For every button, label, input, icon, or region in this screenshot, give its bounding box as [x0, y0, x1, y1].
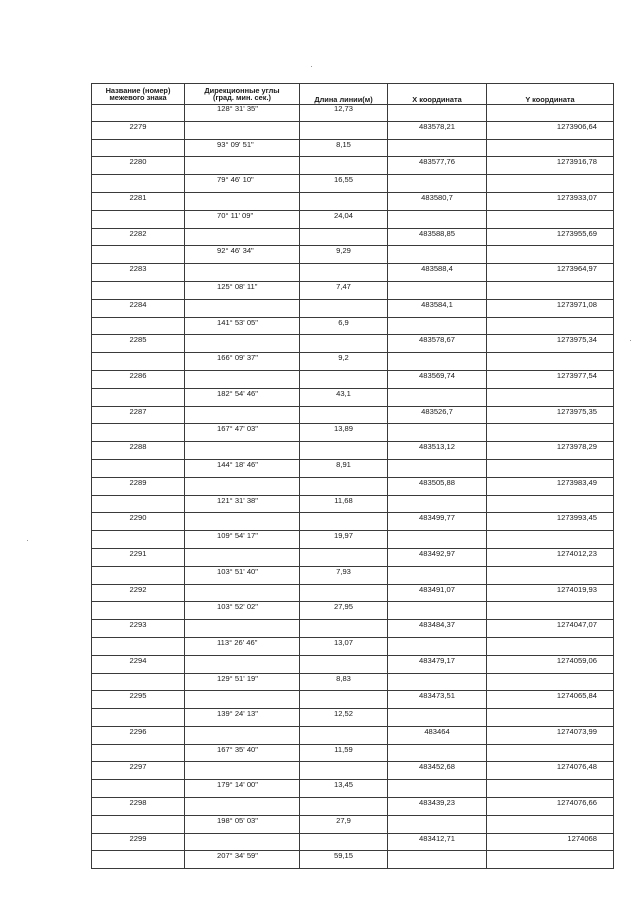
- mark-number-cell: 2284: [92, 299, 185, 317]
- table-row: [92, 691, 614, 709]
- empty-cell: [300, 655, 388, 673]
- empty-cell: [185, 442, 300, 460]
- x-coordinate-cell: 483577,76: [388, 157, 487, 175]
- empty-cell: [388, 281, 487, 299]
- x-coordinate-cell: 483588,4: [388, 264, 487, 282]
- empty-cell: [388, 815, 487, 833]
- mark-number-cell: 2291: [92, 548, 185, 566]
- empty-cell: [487, 602, 614, 620]
- y-coordinate-cell: 1273971,08: [487, 299, 614, 317]
- y-coordinate-cell: 1274076,48: [487, 762, 614, 780]
- mark-number-cell: 2292: [92, 584, 185, 602]
- empty-cell: [487, 851, 614, 869]
- line-row: [92, 780, 614, 798]
- empty-cell: [388, 637, 487, 655]
- table-row: [92, 655, 614, 673]
- empty-cell: [487, 281, 614, 299]
- y-coordinate-cell: 1274047,07: [487, 620, 614, 638]
- y-coordinate-cell: 1273977,54: [487, 370, 614, 388]
- empty-cell: [300, 370, 388, 388]
- line-row: [92, 459, 614, 477]
- empty-cell: [92, 815, 185, 833]
- empty-cell: [388, 673, 487, 691]
- empty-cell: [300, 121, 388, 139]
- line-length-cell: 8,83: [300, 673, 388, 691]
- empty-cell: [388, 709, 487, 727]
- table-row: [92, 335, 614, 353]
- direction-angle-cell: 144° 18' 46": [185, 459, 300, 477]
- empty-cell: [487, 637, 614, 655]
- mark-number-cell: 2289: [92, 477, 185, 495]
- x-coordinate-cell: 483499,77: [388, 513, 487, 531]
- empty-cell: [388, 388, 487, 406]
- empty-cell: [300, 157, 388, 175]
- empty-cell: [92, 317, 185, 335]
- empty-cell: [185, 762, 300, 780]
- empty-cell: [300, 299, 388, 317]
- line-length-cell: 13,45: [300, 780, 388, 798]
- direction-angle-cell: 113° 26' 46": [185, 637, 300, 655]
- line-row: [92, 388, 614, 406]
- line-row: [92, 673, 614, 691]
- line-length-cell: 11,68: [300, 495, 388, 513]
- empty-cell: [300, 264, 388, 282]
- header-direction-angle-line1: Дирекционные углы: [204, 85, 280, 95]
- table-row: [92, 121, 614, 139]
- mark-number-cell: 2293: [92, 620, 185, 638]
- empty-cell: [300, 442, 388, 460]
- x-coordinate-cell: 483479,17: [388, 655, 487, 673]
- empty-cell: [388, 531, 487, 549]
- line-length-cell: 9,29: [300, 246, 388, 264]
- y-coordinate-cell: 1273983,49: [487, 477, 614, 495]
- x-coordinate-cell: 483473,51: [388, 691, 487, 709]
- direction-angle-cell: 182° 54' 46": [185, 388, 300, 406]
- direction-angle-cell: 179° 14' 00": [185, 780, 300, 798]
- empty-cell: [300, 513, 388, 531]
- line-length-cell: 7,93: [300, 566, 388, 584]
- line-length-cell: 8,15: [300, 139, 388, 157]
- header-direction-angle-line2: (град. мин. сек.): [213, 93, 271, 102]
- empty-cell: [487, 531, 614, 549]
- empty-cell: [185, 335, 300, 353]
- mark-number-cell: 2285: [92, 335, 185, 353]
- y-coordinate-cell: 1273993,45: [487, 513, 614, 531]
- empty-cell: [300, 192, 388, 210]
- empty-cell: [300, 762, 388, 780]
- line-length-cell: 27,9: [300, 815, 388, 833]
- empty-cell: [388, 851, 487, 869]
- table-row: [92, 157, 614, 175]
- direction-angle-cell: 198° 05' 03": [185, 815, 300, 833]
- empty-cell: [300, 335, 388, 353]
- mark-number-cell: 2295: [92, 691, 185, 709]
- table-row: [92, 192, 614, 210]
- header-x-coordinate: X координата: [388, 84, 487, 105]
- empty-cell: [487, 388, 614, 406]
- y-coordinate-cell: 1273975,34: [487, 335, 614, 353]
- y-coordinate-cell: 1273964,97: [487, 264, 614, 282]
- line-length-cell: 9,2: [300, 353, 388, 371]
- y-coordinate-cell: 1274065,84: [487, 691, 614, 709]
- empty-cell: [300, 798, 388, 816]
- empty-cell: [388, 459, 487, 477]
- direction-angle-cell: 103° 52' 02": [185, 602, 300, 620]
- line-row: [92, 495, 614, 513]
- table-row: [92, 798, 614, 816]
- table-row: [92, 228, 614, 246]
- x-coordinate-cell: 483526,7: [388, 406, 487, 424]
- empty-cell: [185, 121, 300, 139]
- empty-cell: [300, 726, 388, 744]
- line-row: [92, 281, 614, 299]
- empty-cell: [185, 228, 300, 246]
- empty-cell: [185, 192, 300, 210]
- table-row: [92, 406, 614, 424]
- empty-cell: [388, 246, 487, 264]
- table-row: [92, 833, 614, 851]
- empty-cell: [185, 584, 300, 602]
- empty-cell: [487, 673, 614, 691]
- direction-angle-cell: 125° 08' 11": [185, 281, 300, 299]
- empty-cell: [92, 246, 185, 264]
- empty-cell: [388, 139, 487, 157]
- empty-cell: [487, 780, 614, 798]
- empty-cell: [92, 851, 185, 869]
- table-row: [92, 620, 614, 638]
- empty-cell: [487, 353, 614, 371]
- empty-cell: [487, 317, 614, 335]
- y-coordinate-cell: 1273933,07: [487, 192, 614, 210]
- empty-cell: [185, 477, 300, 495]
- direction-angle-cell: 92° 46' 34": [185, 246, 300, 264]
- mark-number-cell: 2297: [92, 762, 185, 780]
- x-coordinate-cell: 483412,71: [388, 833, 487, 851]
- y-coordinate-cell: 1274012,23: [487, 548, 614, 566]
- empty-cell: [185, 726, 300, 744]
- y-coordinate-cell: 1273916,78: [487, 157, 614, 175]
- line-row: [92, 637, 614, 655]
- empty-cell: [92, 210, 185, 228]
- line-row: [92, 317, 614, 335]
- line-row: [92, 744, 614, 762]
- empty-cell: [300, 548, 388, 566]
- empty-cell: [388, 495, 487, 513]
- empty-cell: [185, 833, 300, 851]
- line-row: [92, 566, 614, 584]
- table-row: [92, 513, 614, 531]
- table-row: [92, 477, 614, 495]
- empty-cell: [92, 673, 185, 691]
- empty-cell: [92, 388, 185, 406]
- table-body: [92, 105, 614, 869]
- mark-number-cell: 2298: [92, 798, 185, 816]
- line-length-cell: 13,89: [300, 424, 388, 442]
- scan-speck: [27, 540, 28, 541]
- line-length-cell: 43,1: [300, 388, 388, 406]
- mark-number-cell: 2280: [92, 157, 185, 175]
- direction-angle-cell: 93° 09' 51": [185, 139, 300, 157]
- empty-cell: [92, 175, 185, 193]
- header-y-coordinate: Y координата: [487, 84, 614, 105]
- empty-cell: [92, 459, 185, 477]
- y-coordinate-cell: 1273955,69: [487, 228, 614, 246]
- scan-speck: [630, 340, 631, 341]
- x-coordinate-cell: 483569,74: [388, 370, 487, 388]
- empty-cell: [300, 620, 388, 638]
- empty-cell: [185, 548, 300, 566]
- table-row: [92, 264, 614, 282]
- y-coordinate-cell: 1274073,99: [487, 726, 614, 744]
- line-row: [92, 709, 614, 727]
- mark-number-cell: 2279: [92, 121, 185, 139]
- header-mark-name-line2: межевого знака: [109, 93, 167, 102]
- empty-cell: [92, 566, 185, 584]
- direction-angle-cell: 129° 51' 19": [185, 673, 300, 691]
- empty-cell: [92, 780, 185, 798]
- x-coordinate-cell: 483439,23: [388, 798, 487, 816]
- empty-cell: [185, 655, 300, 673]
- empty-cell: [487, 744, 614, 762]
- line-length-cell: 6,9: [300, 317, 388, 335]
- line-length-cell: 59,15: [300, 851, 388, 869]
- direction-angle-cell: 166° 09' 37": [185, 353, 300, 371]
- empty-cell: [487, 815, 614, 833]
- empty-cell: [92, 139, 185, 157]
- direction-angle-cell: 167° 35' 40": [185, 744, 300, 762]
- direction-angle-cell: 207° 34' 59": [185, 851, 300, 869]
- y-coordinate-cell: 1274019,93: [487, 584, 614, 602]
- direction-angle-cell: 121° 31' 38": [185, 495, 300, 513]
- y-coordinate-cell: 1273978,29: [487, 442, 614, 460]
- table-row: [92, 299, 614, 317]
- empty-cell: [92, 637, 185, 655]
- line-row: [92, 210, 614, 228]
- line-length-cell: 8,91: [300, 459, 388, 477]
- empty-cell: [388, 602, 487, 620]
- table-row: [92, 762, 614, 780]
- y-coordinate-cell: 1273906,64: [487, 121, 614, 139]
- line-row: [92, 815, 614, 833]
- empty-cell: [300, 691, 388, 709]
- line-length-cell: 12,52: [300, 709, 388, 727]
- y-coordinate-cell: 1274068: [487, 833, 614, 851]
- header-line-length: Длина линии(м): [300, 84, 388, 105]
- header-mark-name-line1: Название (номер): [105, 85, 171, 95]
- x-coordinate-cell: 483513,12: [388, 442, 487, 460]
- empty-cell: [185, 691, 300, 709]
- empty-cell: [185, 370, 300, 388]
- x-coordinate-cell: 483588,85: [388, 228, 487, 246]
- empty-cell: [487, 175, 614, 193]
- empty-cell: [487, 495, 614, 513]
- line-length-cell: 16,55: [300, 175, 388, 193]
- header-mark-name: [92, 84, 185, 105]
- line-length-cell: 24,04: [300, 210, 388, 228]
- line-row: [92, 531, 614, 549]
- x-coordinate-cell: 483491,07: [388, 584, 487, 602]
- direction-angle-cell: 109° 54' 17": [185, 531, 300, 549]
- header-direction-angle: [185, 84, 300, 105]
- line-length-cell: 13,07: [300, 637, 388, 655]
- table-row: [92, 726, 614, 744]
- boundary-marks-table: [91, 83, 614, 869]
- empty-cell: [487, 139, 614, 157]
- empty-cell: [388, 105, 487, 122]
- mark-number-cell: 2287: [92, 406, 185, 424]
- direction-angle-cell: 128° 31' 35": [185, 105, 300, 122]
- x-coordinate-cell: 483452,68: [388, 762, 487, 780]
- empty-cell: [388, 210, 487, 228]
- empty-cell: [487, 709, 614, 727]
- empty-cell: [388, 780, 487, 798]
- empty-cell: [185, 798, 300, 816]
- empty-cell: [388, 353, 487, 371]
- empty-cell: [487, 246, 614, 264]
- empty-cell: [185, 406, 300, 424]
- mark-number-cell: 2283: [92, 264, 185, 282]
- direction-angle-cell: 139° 24' 13": [185, 709, 300, 727]
- line-row: [92, 105, 614, 122]
- table-row: [92, 584, 614, 602]
- table-header: [92, 84, 614, 105]
- table-row: [92, 442, 614, 460]
- empty-cell: [487, 424, 614, 442]
- empty-cell: [92, 105, 185, 122]
- line-row: [92, 353, 614, 371]
- line-row: [92, 424, 614, 442]
- empty-cell: [185, 620, 300, 638]
- mark-number-cell: 2288: [92, 442, 185, 460]
- line-length-cell: 7,47: [300, 281, 388, 299]
- line-row: [92, 246, 614, 264]
- empty-cell: [92, 709, 185, 727]
- empty-cell: [388, 175, 487, 193]
- x-coordinate-cell: 483580,7: [388, 192, 487, 210]
- x-coordinate-cell: 483578,67: [388, 335, 487, 353]
- line-length-cell: 27,95: [300, 602, 388, 620]
- empty-cell: [185, 264, 300, 282]
- line-row: [92, 139, 614, 157]
- mark-number-cell: 2294: [92, 655, 185, 673]
- direction-angle-cell: 167° 47' 03": [185, 424, 300, 442]
- mark-number-cell: 2286: [92, 370, 185, 388]
- line-row: [92, 175, 614, 193]
- table-row: [92, 548, 614, 566]
- direction-angle-cell: 79° 46' 10": [185, 175, 300, 193]
- empty-cell: [300, 477, 388, 495]
- empty-cell: [92, 602, 185, 620]
- header-row: [92, 84, 614, 105]
- x-coordinate-cell: 483505,88: [388, 477, 487, 495]
- x-coordinate-cell: 483578,21: [388, 121, 487, 139]
- y-coordinate-cell: 1274076,66: [487, 798, 614, 816]
- direction-angle-cell: 103° 51' 40": [185, 566, 300, 584]
- y-coordinate-cell: 1273975,35: [487, 406, 614, 424]
- empty-cell: [388, 317, 487, 335]
- empty-cell: [92, 424, 185, 442]
- empty-cell: [388, 424, 487, 442]
- empty-cell: [300, 228, 388, 246]
- empty-cell: [185, 157, 300, 175]
- empty-cell: [388, 566, 487, 584]
- empty-cell: [92, 531, 185, 549]
- mark-number-cell: 2282: [92, 228, 185, 246]
- empty-cell: [300, 833, 388, 851]
- x-coordinate-cell: 483584,1: [388, 299, 487, 317]
- x-coordinate-cell: 483464: [388, 726, 487, 744]
- empty-cell: [300, 584, 388, 602]
- line-row: [92, 851, 614, 869]
- empty-cell: [185, 299, 300, 317]
- line-length-cell: 12,73: [300, 105, 388, 122]
- empty-cell: [487, 566, 614, 584]
- scan-speck: [311, 66, 312, 67]
- mark-number-cell: 2281: [92, 192, 185, 210]
- line-row: [92, 602, 614, 620]
- empty-cell: [487, 459, 614, 477]
- empty-cell: [92, 281, 185, 299]
- direction-angle-cell: 141° 53' 05": [185, 317, 300, 335]
- mark-number-cell: 2299: [92, 833, 185, 851]
- x-coordinate-cell: 483492,97: [388, 548, 487, 566]
- y-coordinate-cell: 1274059,06: [487, 655, 614, 673]
- line-length-cell: 19,97: [300, 531, 388, 549]
- empty-cell: [185, 513, 300, 531]
- table-row: [92, 370, 614, 388]
- empty-cell: [388, 744, 487, 762]
- x-coordinate-cell: 483484,37: [388, 620, 487, 638]
- direction-angle-cell: 70° 11' 09": [185, 210, 300, 228]
- empty-cell: [92, 744, 185, 762]
- mark-number-cell: 2296: [92, 726, 185, 744]
- empty-cell: [487, 105, 614, 122]
- empty-cell: [487, 210, 614, 228]
- line-length-cell: 11,59: [300, 744, 388, 762]
- empty-cell: [92, 353, 185, 371]
- empty-cell: [300, 406, 388, 424]
- empty-cell: [92, 495, 185, 513]
- mark-number-cell: 2290: [92, 513, 185, 531]
